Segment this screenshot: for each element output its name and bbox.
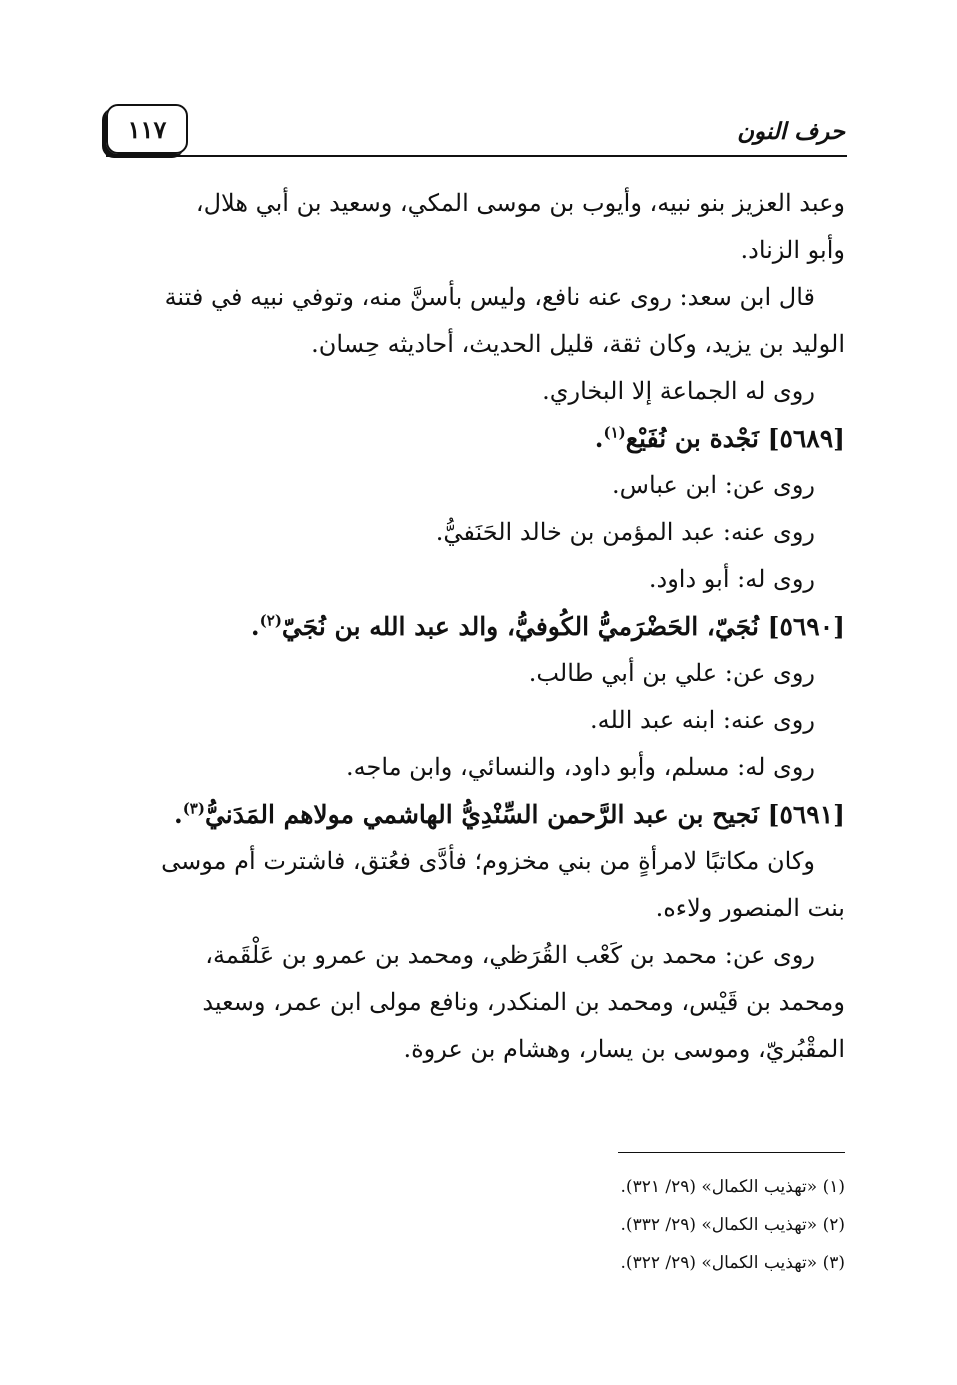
entry-heading-5690 bbox=[106, 603, 845, 650]
footnote-ref: (٣) bbox=[182, 799, 205, 818]
text-line: روى عن: علي بن أبي طالب. bbox=[528, 659, 815, 687]
footnote: (٣) «تهذيب الكمال» (٢٩/ ٣٢٢). bbox=[620, 1253, 845, 1273]
entry-title: [٥٦٨٩] نَجْدة بن نُفَيْع bbox=[625, 424, 845, 453]
text-line: روى له الجماعة إلا البخاري. bbox=[542, 377, 815, 405]
entry-period: . bbox=[173, 800, 183, 829]
text-line: وعبد العزيز بنو نبيه، وأيوب بن موسى المكي، وسعيد بن أبي هلال، bbox=[195, 189, 845, 217]
text-line: قال ابن سعد: روى عنه نافع، وليس بأسنَّ منه، وتوفي نبيه في فتنة bbox=[164, 283, 815, 311]
entry-period: . bbox=[594, 424, 604, 453]
text-line: روى عن: ابن عباس. bbox=[612, 471, 815, 499]
text-line: روى عنه: ابنه عبد الله. bbox=[589, 706, 815, 734]
footnotes bbox=[106, 1168, 845, 1282]
text-line: وكان مكاتبًا لامرأةٍ من بني مخزوم؛ فأدَّى فعُتق، فاشترت أم موسى bbox=[161, 847, 815, 875]
text-line: روى له: أبو داود. bbox=[648, 565, 815, 593]
footnote-ref: (٢) bbox=[259, 611, 282, 630]
entry-title: [٥٦٩١] نَجيح بن عبد الرَّحمن السِّنْدِيُّ الهاشمي مولاهم المَدَنيُّ bbox=[204, 800, 845, 829]
page-number-box bbox=[106, 104, 188, 154]
footnote: (١) «تهذيب الكمال» (٢٩/ ٣٢١). bbox=[620, 1177, 845, 1197]
text-line: روى له: مسلم، وأبو داود، والنسائي، وابن ماجه. bbox=[346, 753, 815, 781]
text-line: روى عن: محمد بن كَعْب القُرَظي، ومحمد بن عمرو بن عَلْقَمة، bbox=[205, 941, 815, 969]
text-line: وأبو الزناد. bbox=[740, 236, 845, 264]
text-line: بنت المنصور ولاءه. bbox=[655, 894, 845, 922]
text-line: روى عنه: عبد المؤمن بن خالد الحَنَفيُّ. bbox=[435, 518, 815, 546]
text-line: الوليد بن يزيد، وكان ثقة، قليل الحديث، أحاديثه حِسان. bbox=[311, 330, 845, 358]
footnote: (٢) «تهذيب الكمال» (٢٩/ ٣٣٢). bbox=[620, 1215, 845, 1235]
text-line: المقْبُريّ، وموسى بن يسار، وهشام بن عروة. bbox=[403, 1035, 845, 1063]
entry-heading-5691 bbox=[106, 791, 845, 838]
running-header: حرف النون bbox=[737, 118, 845, 145]
text-line: ومحمد بن قَيْس، ومحمد بن المنكدر، ونافع مولى ابن عمر، وسعيد bbox=[202, 988, 845, 1016]
entry-title: [٥٦٩٠] نُجَيّ، الحَضْرَميُّ الكُوفيُّ، والد عبد الله بن نُجَيّ bbox=[281, 612, 845, 641]
main-text bbox=[106, 180, 845, 1073]
footnote-ref: (١) bbox=[603, 423, 626, 442]
header-rule bbox=[106, 155, 847, 157]
entry-heading-5689 bbox=[106, 415, 845, 462]
footnote-rule bbox=[618, 1152, 845, 1153]
entry-period: . bbox=[250, 612, 260, 641]
page-number: ١١٧ bbox=[127, 114, 167, 144]
